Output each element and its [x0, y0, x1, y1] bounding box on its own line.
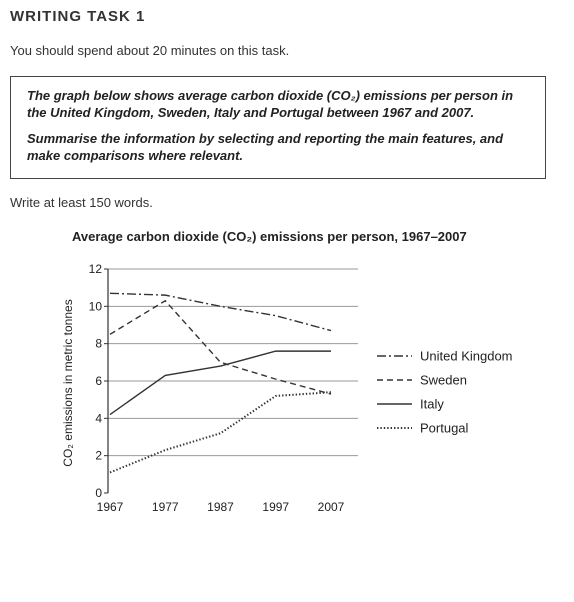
y-tick-label: 2	[95, 448, 102, 463]
series-line-portugal	[110, 392, 331, 472]
legend-label: United Kingdom	[420, 348, 513, 364]
task-directive: Summarise the information by selecting and reporting the main features, and make comparisons where relevant.	[27, 131, 504, 163]
y-axis-label: CO₂ emissions in metric tonnes	[61, 299, 75, 467]
y-tick-label: 0	[95, 486, 102, 500]
legend-label: Sweden	[420, 372, 467, 388]
x-tick-label: 1977	[151, 500, 179, 514]
chart-title: Average carbon dioxide (CO₂) emissions per person, 1967–2007	[72, 229, 467, 244]
y-tick-label: 4	[95, 411, 102, 426]
x-tick-label: 1967	[96, 500, 124, 514]
task-heading: WRITING TASK 1	[10, 8, 146, 25]
x-tick-label: 2007	[317, 500, 345, 514]
y-tick-label: 8	[95, 336, 102, 351]
y-tick-label: 10	[88, 299, 102, 314]
x-tick-label: 1997	[262, 500, 290, 514]
y-tick-label: 12	[88, 262, 102, 276]
legend-label: Italy	[420, 396, 444, 412]
time-instruction: You should spend about 20 minutes on this task.	[10, 43, 290, 58]
series-line-united-kingdom	[110, 293, 331, 330]
legend-label: Portugal	[420, 420, 469, 436]
series-line-italy	[110, 351, 331, 414]
y-tick-label: 6	[95, 374, 102, 388]
x-tick-label: 1987	[207, 500, 234, 514]
series-line-sweden	[110, 301, 331, 394]
task-description: The graph below shows average carbon dioxide (CO₂) emissions per person in the United Kingdom, Sweden, Italy and Portugal between 1967 and 2007.	[27, 88, 514, 120]
word-count-instruction: Write at least 150 words.	[10, 195, 153, 210]
